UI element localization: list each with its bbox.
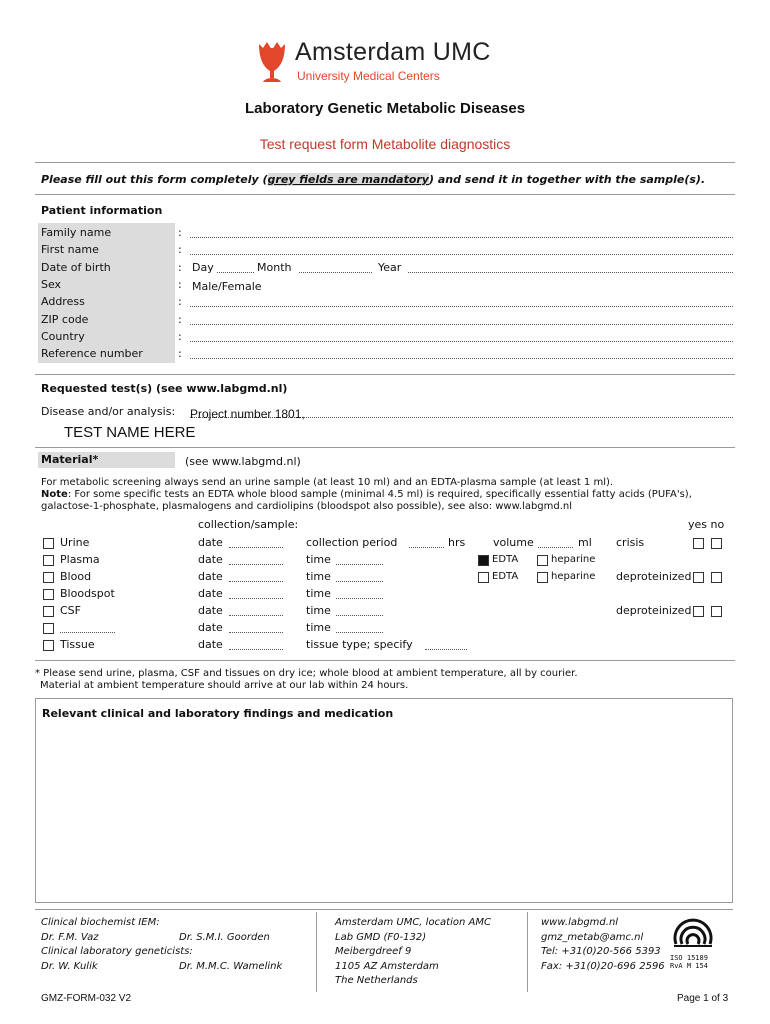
disease-label: Disease and/or analysis: <box>41 405 176 418</box>
sample-detail-label-csf: time <box>306 604 331 617</box>
tulip-logo-icon <box>255 38 289 82</box>
edta-checkbox-blood[interactable] <box>478 572 489 583</box>
material-checkbox-tissue[interactable] <box>43 640 54 651</box>
shipping-footnote: * Please send urine, plasma, CSF and tissues on dry ice; whole blood at ambient temperature, all by courier. Material at ambient temperature should arrive at our lab within 24 hours. <box>35 668 578 691</box>
patient-heading: Patient information <box>41 204 163 217</box>
material-label-tissue: Tissue <box>60 638 95 651</box>
form-id: GMZ-FORM-032 V2 <box>41 993 132 1004</box>
date-input-bloodspot[interactable] <box>229 597 283 599</box>
colon: : <box>178 226 182 239</box>
patient-input-first-name[interactable] <box>190 253 733 255</box>
material-label-csf: CSF <box>60 604 81 617</box>
date-label: date <box>198 553 223 566</box>
date-input-tissue[interactable] <box>229 648 283 650</box>
sex-select[interactable]: Male/Female <box>192 279 262 293</box>
seal-text: ISO 15189 RvA M 154 <box>670 954 708 970</box>
disease-input[interactable] <box>190 403 733 421</box>
material-label-blood: Blood <box>60 570 92 583</box>
sample-detail-label-plasma: time <box>306 553 331 566</box>
footer-divider-2 <box>527 912 528 992</box>
instructions: Please fill out this form completely (grey fields are mandatory) and send it in together with the sample(s). <box>41 173 706 186</box>
deprot-no-checkbox-blood[interactable] <box>711 572 722 583</box>
patient-label-family-name: Family name <box>41 226 112 239</box>
time-input-csf[interactable] <box>336 614 383 616</box>
patient-input-family-name[interactable] <box>190 236 733 238</box>
deprot-yes-checkbox-blood[interactable] <box>693 572 704 583</box>
sample-detail-label-other: time <box>306 621 331 634</box>
patient-input-reference-number[interactable] <box>190 357 733 359</box>
time-input-other[interactable] <box>336 631 383 633</box>
email-link[interactable]: gmz_metab@amc.nl <box>541 931 644 943</box>
disease-value: Project number 1801, <box>190 407 305 421</box>
material-other-input[interactable] <box>60 631 115 633</box>
crisis-no-checkbox[interactable] <box>711 538 722 549</box>
footer-contact: www.labgmd.nl gmz_metab@amc.nl Tel: +31(0)20-566 5393 Fax: +31(0)20-696 2596 <box>541 917 665 972</box>
clinical-heading: Relevant clinical and laboratory findings and medication <box>42 707 394 720</box>
date-input-blood[interactable] <box>229 580 283 582</box>
time-input-blood[interactable] <box>336 580 383 582</box>
material-checkbox-csf[interactable] <box>43 606 54 617</box>
edta-checkbox-plasma[interactable] <box>478 555 489 566</box>
volume-input[interactable] <box>538 546 573 548</box>
colon: : <box>178 277 182 291</box>
logo <box>255 38 525 88</box>
heparine-label: heparine <box>551 571 596 582</box>
patient-label-address: Address <box>41 295 85 309</box>
website-link[interactable]: www.labgmd.nl <box>541 917 619 928</box>
dob-year-label: Year <box>378 260 402 274</box>
date-input-other[interactable] <box>229 631 283 633</box>
clinical-findings-box[interactable] <box>35 698 733 903</box>
deprot-yes-checkbox-csf[interactable] <box>693 606 704 617</box>
page-number: Page 1 of 3 <box>677 993 729 1004</box>
date-label: date <box>198 587 223 600</box>
crisis-label: crisis <box>616 536 645 549</box>
time-input-bloodspot[interactable] <box>336 597 383 599</box>
material-info: For metabolic screening always send an urine sample (at least 10 ml) and an EDTA-plasma sample (at least 1 ml). Note: For some specific tests an EDTA whole blood sample (minimal 4.5 ml) is required, specifically essential fatty acids (PUFA's), galactose-1-phosphate, plasmalogens and cardiolipins (bloodspot also possible), see also: www.labgmd.nl <box>41 477 692 512</box>
colon: : <box>178 243 182 257</box>
patient-label-first-name: First name <box>41 243 99 257</box>
iso-accreditation-seal <box>670 914 720 974</box>
mandatory-note: grey fields are mandatory <box>267 173 429 186</box>
logo-subtitle: University Medical Centers <box>297 69 440 83</box>
deproteinized-label: deproteinized <box>616 604 692 617</box>
date-label: date <box>198 570 223 583</box>
material-checkbox-blood[interactable] <box>43 572 54 583</box>
ml-label: ml <box>578 536 592 549</box>
material-label-urine: Urine <box>60 536 90 549</box>
date-label: date <box>198 536 223 549</box>
date-label: date <box>198 638 223 651</box>
footer-divider-1 <box>316 912 317 992</box>
footer-divider <box>35 909 733 910</box>
tests-heading: Requested test(s) (see www.labgmd.nl) <box>41 382 288 395</box>
material-checkbox-urine[interactable] <box>43 538 54 549</box>
patient-input-country[interactable] <box>190 340 733 342</box>
material-checkbox-plasma[interactable] <box>43 555 54 566</box>
tissue-type-input[interactable] <box>425 648 467 650</box>
patient-label-zip-code: ZIP code <box>41 312 89 326</box>
date-label: date <box>198 604 223 617</box>
patient-label-date-of-birth: Date of birth <box>41 260 111 274</box>
hrs-label: hrs <box>448 536 466 549</box>
heparine-checkbox-plasma[interactable] <box>537 555 548 566</box>
accreditation-icon <box>670 914 716 950</box>
sample-detail-label-tissue: tissue type; specify <box>306 638 413 651</box>
collection-header: collection/sample: <box>198 518 299 531</box>
colon: : <box>178 312 182 326</box>
crisis-yes-checkbox[interactable] <box>693 538 704 549</box>
colon: : <box>178 329 182 343</box>
page-title: Laboratory Genetic Metabolic Diseases <box>244 100 526 117</box>
deproteinized-label: deproteinized <box>616 570 692 583</box>
edta-label: EDTA <box>492 554 519 565</box>
heparine-label: heparine <box>551 554 596 565</box>
material-label-bloodspot: Bloodspot <box>60 587 115 600</box>
material-see: (see www.labgmd.nl) <box>185 455 301 468</box>
sample-detail-label-blood: time <box>306 570 331 583</box>
patient-input-address[interactable] <box>190 305 733 307</box>
test-name: TEST NAME HERE <box>64 424 196 441</box>
patient-label-country: Country <box>41 329 85 343</box>
volume-label: volume <box>493 536 534 549</box>
material-checkbox-other[interactable] <box>43 623 54 634</box>
sample-detail-label-urine: collection period <box>306 536 398 549</box>
dob-month-label: Month <box>257 260 292 274</box>
colon: : <box>178 347 182 361</box>
logo-name: Amsterdam UMC <box>295 38 491 66</box>
edta-label: EDTA <box>492 571 519 582</box>
patient-input-zip-code[interactable] <box>190 323 733 325</box>
material-label: Material* <box>38 452 175 468</box>
footer-address: Amsterdam UMC, location AMC Lab GMD (F0-132) Meibergdreef 9 1105 AZ Amsterdam The Netherlands <box>335 917 491 986</box>
dob-day-input[interactable] <box>217 271 254 273</box>
deprot-no-checkbox-csf[interactable] <box>711 606 722 617</box>
footer-staff: Clinical biochemist IEM: Dr. F.M. Vaz Dr. S.M.I. Goorden Clinical laboratory geneticists: Dr. W. Kulik Dr. M.M.C. Wamelink <box>41 917 283 972</box>
colon: : <box>178 295 182 309</box>
collection-period-input[interactable] <box>409 546 444 548</box>
material-checkbox-bloodspot[interactable] <box>43 589 54 600</box>
material-label-plasma: Plasma <box>60 553 100 566</box>
date-input-plasma[interactable] <box>229 563 283 565</box>
time-input-plasma[interactable] <box>336 563 383 565</box>
patient-label-sex: Sex <box>41 277 62 291</box>
date-label: date <box>198 621 223 634</box>
sample-detail-label-bloodspot: time <box>306 587 331 600</box>
page-subtitle: Test request form Metabolite diagnostics <box>259 136 511 152</box>
dob-day-label: Day <box>192 260 214 274</box>
dob-month-input[interactable] <box>299 271 372 273</box>
dob-year-input[interactable] <box>408 271 733 273</box>
date-input-urine[interactable] <box>229 546 283 548</box>
heparine-checkbox-blood[interactable] <box>537 572 548 583</box>
patient-label-reference-number: Reference number <box>41 347 143 361</box>
colon: : <box>178 260 182 274</box>
yes-no-header: yes no <box>688 518 725 531</box>
date-input-csf[interactable] <box>229 614 283 616</box>
